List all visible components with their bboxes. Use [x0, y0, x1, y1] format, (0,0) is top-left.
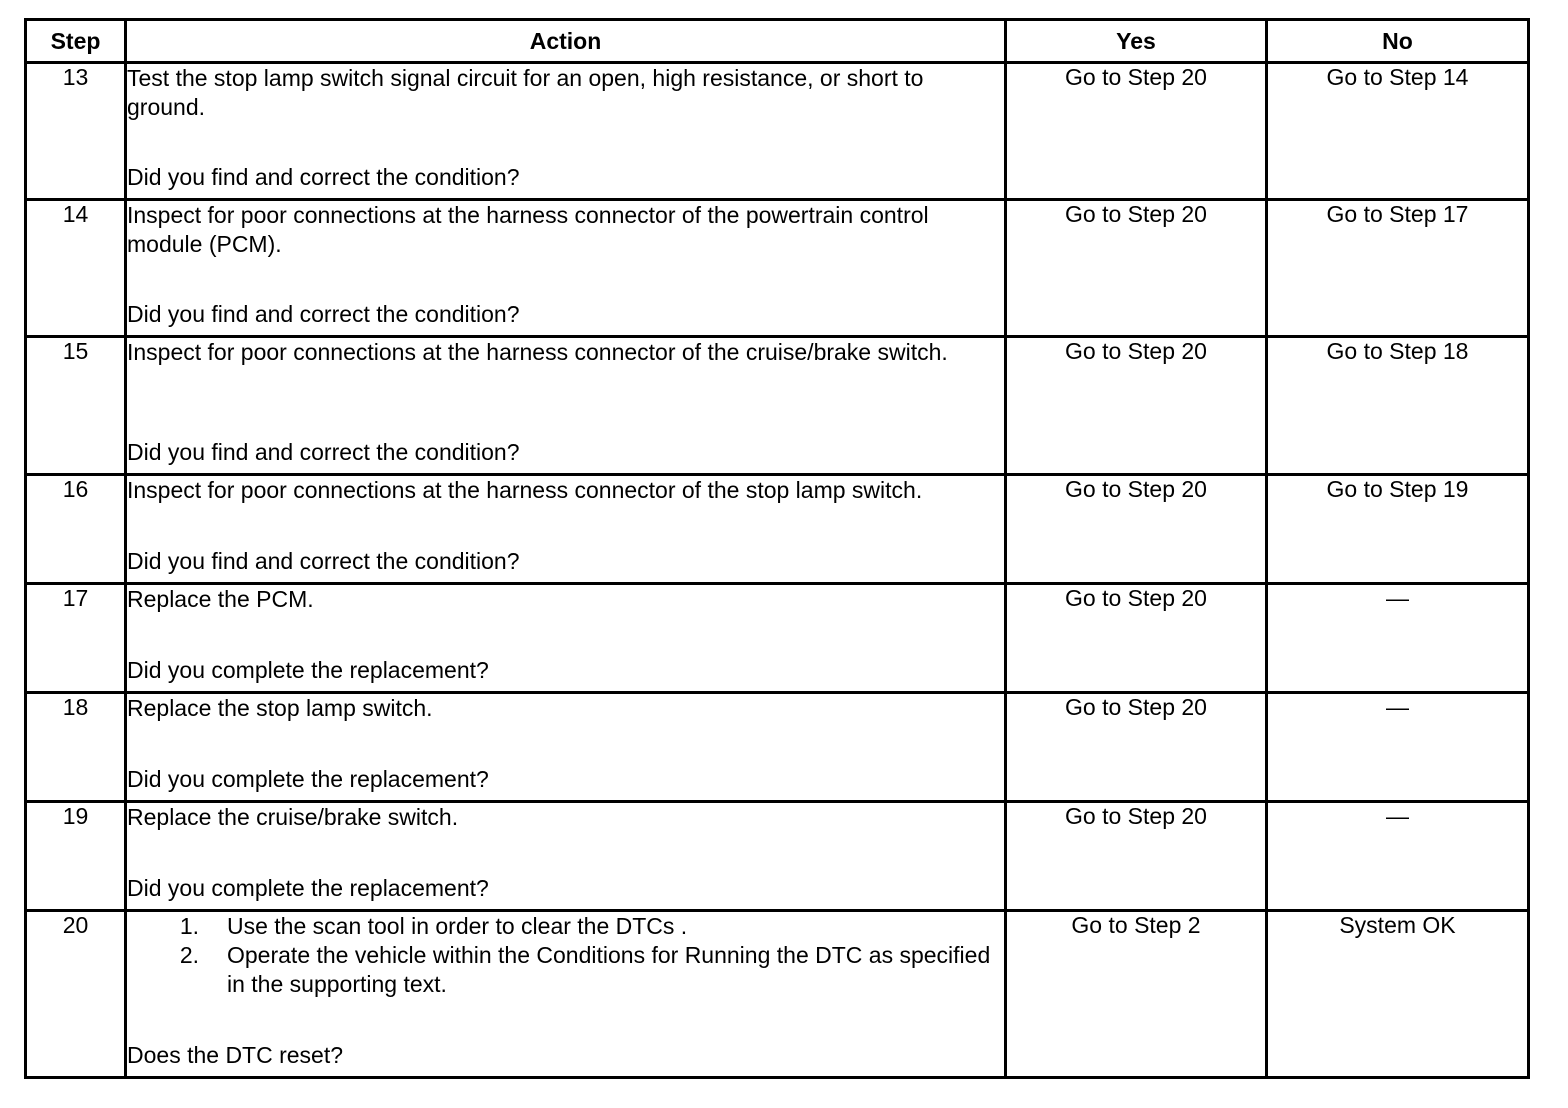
- no-result: Go to Step 18: [1267, 337, 1529, 475]
- action-question: Does the DTC reset?: [127, 1042, 344, 1068]
- action-cell: [126, 63, 1006, 200]
- sub-step-text: Operate the vehicle within the Conditions for Running the DTC as specified in the supporting text.: [227, 942, 991, 997]
- yes-result: Go to Step 2: [1006, 911, 1267, 1078]
- sub-step-number: 1.: [179, 913, 199, 939]
- action-instruction: Replace the PCM.: [127, 586, 314, 612]
- action-question: Did you complete the replacement?: [127, 766, 489, 792]
- header-step: Step: [26, 20, 126, 63]
- yes-result: Go to Step 20: [1006, 200, 1267, 337]
- action-instruction: Inspect for poor connections at the harness connector of the cruise/brake switch.: [127, 339, 948, 365]
- diagnostic-table: [24, 18, 1530, 1079]
- sub-step: [127, 912, 1004, 941]
- action-instruction: Replace the stop lamp switch.: [127, 695, 433, 721]
- header-yes: Yes: [1006, 20, 1267, 63]
- action-cell: [126, 693, 1006, 802]
- step-number: 17: [26, 584, 126, 693]
- no-result: Go to Step 17: [1267, 200, 1529, 337]
- action-instruction: Inspect for poor connections at the harness connector of the powertrain control module (PCM).: [127, 202, 929, 257]
- step-number: 15: [26, 337, 126, 475]
- step-number: 20: [26, 911, 126, 1078]
- sub-step-list: [127, 912, 1004, 999]
- step-number: 13: [26, 63, 126, 200]
- sub-step: [127, 941, 1004, 999]
- table-row: [26, 63, 1529, 200]
- yes-result: Go to Step 20: [1006, 802, 1267, 911]
- action-cell: [126, 475, 1006, 584]
- no-result: —: [1267, 802, 1529, 911]
- yes-result: Go to Step 20: [1006, 337, 1267, 475]
- action-instruction: Inspect for poor connections at the harness connector of the stop lamp switch.: [127, 477, 923, 503]
- no-result: —: [1267, 584, 1529, 693]
- yes-result: Go to Step 20: [1006, 63, 1267, 200]
- header-row: [26, 20, 1529, 63]
- action-instruction: Replace the cruise/brake switch.: [127, 804, 459, 830]
- table-row: [26, 337, 1529, 475]
- step-number: 14: [26, 200, 126, 337]
- table-row: [26, 693, 1529, 802]
- action-instruction: Test the stop lamp switch signal circuit for an open, high resistance, or short to ground.: [127, 65, 924, 120]
- table-row: [26, 802, 1529, 911]
- header-no: No: [1267, 20, 1529, 63]
- action-question: Did you find and correct the condition?: [127, 439, 520, 465]
- table-row: [26, 475, 1529, 584]
- yes-result: Go to Step 20: [1006, 693, 1267, 802]
- step-number: 18: [26, 693, 126, 802]
- action-question: Did you complete the replacement?: [127, 875, 489, 901]
- yes-result: Go to Step 20: [1006, 475, 1267, 584]
- action-question: Did you complete the replacement?: [127, 657, 489, 683]
- action-cell: [126, 200, 1006, 337]
- table-row: [26, 584, 1529, 693]
- sub-step-number: 2.: [179, 942, 199, 968]
- step-number: 19: [26, 802, 126, 911]
- yes-result: Go to Step 20: [1006, 584, 1267, 693]
- action-cell: [126, 911, 1006, 1078]
- table-row: [26, 200, 1529, 337]
- action-question: Did you find and correct the condition?: [127, 548, 520, 574]
- no-result: —: [1267, 693, 1529, 802]
- action-cell: [126, 584, 1006, 693]
- action-question: Did you find and correct the condition?: [127, 164, 520, 190]
- no-result: Go to Step 14: [1267, 63, 1529, 200]
- action-question: Did you find and correct the condition?: [127, 301, 520, 327]
- no-result: Go to Step 19: [1267, 475, 1529, 584]
- step-number: 16: [26, 475, 126, 584]
- action-cell: [126, 337, 1006, 475]
- no-result: System OK: [1267, 911, 1529, 1078]
- action-cell: [126, 802, 1006, 911]
- table-row: [26, 911, 1529, 1078]
- header-action: Action: [126, 20, 1006, 63]
- sub-step-text: Use the scan tool in order to clear the DTCs .: [227, 913, 688, 939]
